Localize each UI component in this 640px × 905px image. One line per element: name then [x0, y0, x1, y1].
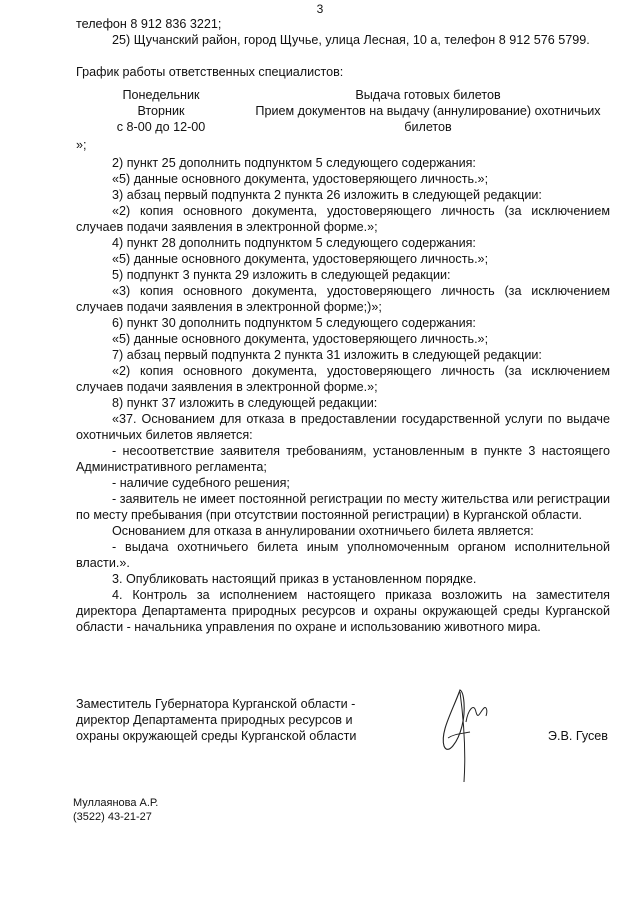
document-body [76, 16, 610, 635]
schedule-tasks [246, 87, 610, 135]
signatory-title [76, 696, 356, 744]
paragraph: 25) Щучанский район, город Щучье, улица Лесная, 10 а, телефон 8 912 576 5799. [112, 33, 590, 47]
paragraph: «37. Основанием для отказа в предоставлении государственной услуги по выдаче охотничьих билетов является: [76, 412, 610, 442]
schedule-day: Вторник [137, 104, 185, 118]
signatory-title-line: Заместитель Губернатора Курганской области - [76, 697, 356, 711]
schedule-closing: »; [76, 138, 87, 152]
paragraph: - заявитель не имеет постоянной регистрации по месту жительства или регистрации по месту пребывания (при отсутствии постоянной регистрации) в Курганской области. [76, 492, 610, 522]
paragraph: Основанием для отказа в аннулировании охотничьего билета является: [112, 524, 534, 538]
page-number: 3 [316, 2, 324, 16]
schedule-task: Выдача готовых билетов [355, 88, 501, 102]
schedule-table [76, 87, 610, 135]
paragraph: «3) копия основного документа, удостоверяющего личность (за исключением случаев подачи заявления в электронной форме;)»; [76, 284, 610, 314]
signatory-title-line: директор Департамента природных ресурсов и [76, 713, 353, 727]
schedule-day: Понедельник [122, 88, 200, 102]
paragraph: 3) абзац первый подпункта 2 пункта 26 изложить в следующей редакции: [112, 188, 542, 202]
schedule-days [76, 87, 246, 135]
paragraph: 5) подпункт 3 пункта 29 изложить в следующей редакции: [112, 268, 451, 282]
handwritten-signature [430, 682, 500, 786]
signatory-title-line: охраны окружающей среды Курганской области [76, 729, 357, 743]
signatory-name: Э.В. Гусев [547, 729, 608, 743]
paragraph: - наличие судебного решения; [112, 476, 290, 490]
schedule-hours: с 8-00 до 12-00 [116, 120, 206, 134]
executor-name: Муллаянова А.Р. [73, 797, 159, 809]
executor-info [73, 796, 158, 824]
paragraph: 7) абзац первый подпункта 2 пункта 31 изложить в следующей редакции: [112, 348, 542, 362]
paragraph: 4. Контроль за исполнением настоящего приказа возложить на заместителя директора Департамента природных ресурсов и охраны окружающей среды Курганской области - начальника управления по охране и использованию животного мира. [76, 588, 610, 634]
paragraph: телефон 8 912 836 3221; [76, 17, 222, 31]
paragraph: «2) копия основного документа, удостоверяющего личность (за исключением случаев подачи заявления в электронной форме.»; [76, 364, 610, 394]
paragraph: «5) данные основного документа, удостоверяющего личность.»; [112, 172, 489, 186]
paragraph: - несоответствие заявителя требованиям, установленным в пункте 3 настоящего Административного регламента; [76, 444, 610, 474]
signature-block [76, 682, 610, 752]
paragraph: «5) данные основного документа, удостоверяющего личность.»; [112, 332, 489, 346]
executor-phone: (3522) 43-21-27 [73, 811, 152, 823]
paragraph: 8) пункт 37 изложить в следующей редакции: [112, 396, 378, 410]
paragraph: «5) данные основного документа, удостоверяющего личность.»; [112, 252, 489, 266]
paragraph: 6) пункт 30 дополнить подпунктом 5 следующего содержания: [112, 316, 476, 330]
schedule-task: Прием документов на выдачу (аннулирование) охотничьих билетов [255, 104, 601, 134]
paragraph: 3. Опубликовать настоящий приказ в установленном порядке. [112, 572, 477, 586]
schedule-title: График работы ответственных специалистов: [76, 65, 344, 79]
paragraph: - выдача охотничьего билета иным уполномоченным органом исполнительной власти.». [76, 540, 610, 570]
paragraph: 2) пункт 25 дополнить подпунктом 5 следующего содержания: [112, 156, 476, 170]
paragraph: 4) пункт 28 дополнить подпунктом 5 следующего содержания: [112, 236, 476, 250]
paragraph: «2) копия основного документа, удостоверяющего личность (за исключением случаев подачи заявления в электронной форме.»; [76, 204, 610, 234]
